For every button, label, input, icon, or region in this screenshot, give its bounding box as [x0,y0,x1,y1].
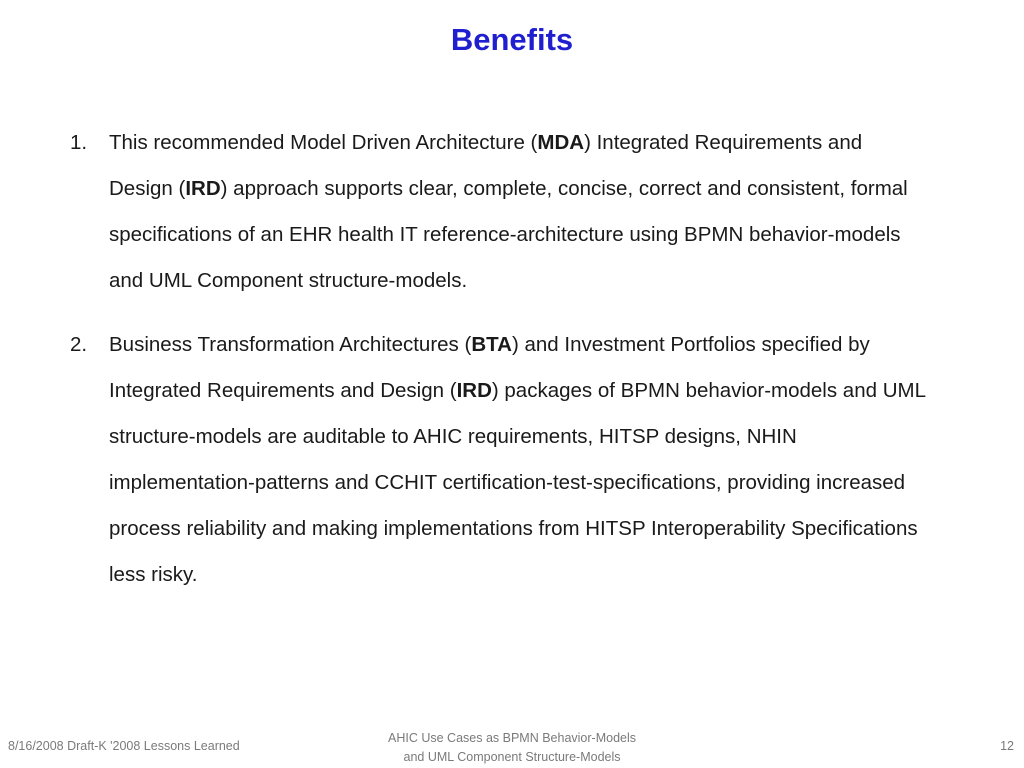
item-text: ) approach supports clear, complete, concise, correct and consistent, formal specifications of an EHR health IT reference-architecture using BPMN behavior-models and UML Component structure-models. [109,177,908,292]
acronym-ird: IRD [185,177,221,200]
list-number: 2. [70,333,88,356]
page-number: 12 [1000,739,1014,753]
footer-date: 8/16/2008 Draft-K '2008 Lessons Learned [8,739,240,753]
item-text: Business Transformation Architectures ( [109,333,472,356]
acronym-ird: IRD [456,379,492,402]
list-item [70,120,930,304]
item-text: ) packages of BPMN behavior-models and UML structure-models are auditable to AHIC requirements, HITSP designs, NHIN implementation-patterns and CCHIT certification-test-specifications, providing increased process reliability and making implementations from HITSP Interoperability Specifications less risky. [109,379,926,586]
item-text: ) and Investment Portfolios specified by Integrated Requirements and Design ( [109,333,870,402]
acronym-bta: BTA [471,333,512,356]
benefits-list [70,120,930,616]
slide-title: Benefits [450,22,574,57]
item-text: This recommended Model Driven Architecture ( [109,131,538,154]
footer-title-line1: AHIC Use Cases as BPMN Behavior-Models [388,731,636,745]
item-text: ) Integrated Requirements and Design ( [109,131,863,200]
acronym-mda: MDA [537,131,585,154]
footer-title [312,729,712,767]
footer-title-line2: and UML Component Structure-Models [403,750,621,764]
list-number: 1. [70,131,88,154]
list-item [70,322,930,598]
